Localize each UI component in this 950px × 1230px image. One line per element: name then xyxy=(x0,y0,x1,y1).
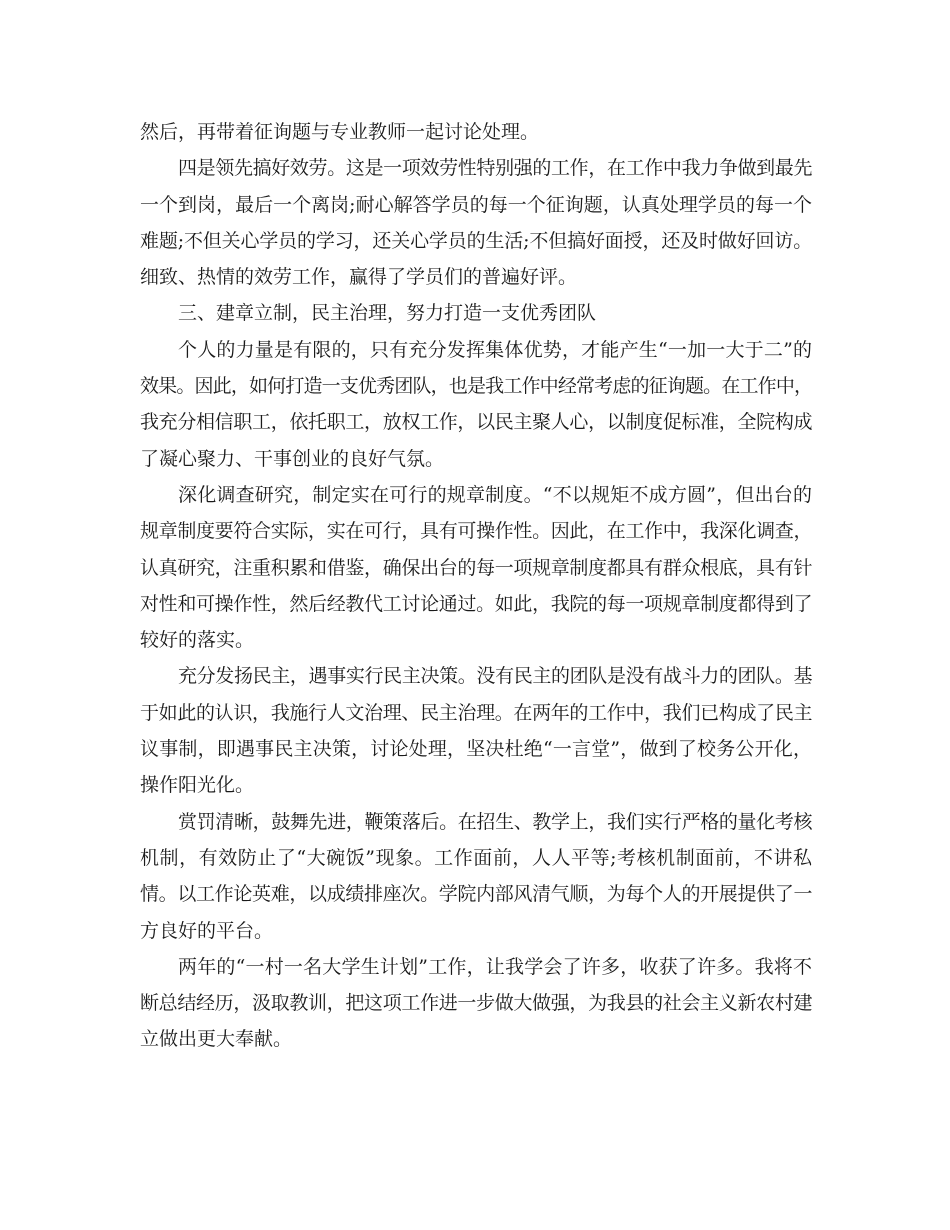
text-line: 四是领先搞好效劳。这是一项效劳性特别强的工作，在工作中我力争做到最先 xyxy=(178,157,812,180)
document-body xyxy=(140,114,812,1058)
text-line: 较好的落实。 xyxy=(140,629,255,652)
text-line: 赏罚清晰，鼓舞先进，鞭策落后。在招生、教学上，我们实行严格的量化考核 xyxy=(178,810,812,833)
text-line: 细致、热情的效劳工作，赢得了学员们的普遍好评。 xyxy=(140,266,578,289)
text-line: 一个到岗，最后一个离岗;耐心解答学员的每一个征询题，认真处理学员的每一个 xyxy=(140,193,812,216)
section-heading: 三、建章立制，民主治理，努力打造一支优秀团队 xyxy=(178,302,597,325)
text-line: 了凝心聚力、干事创业的良好气氛。 xyxy=(140,447,445,470)
text-line: 效果。因此，如何打造一支优秀团队，也是我工作中经常考虑的征询题。在工作中， xyxy=(140,375,812,398)
text-line: 机制，有效防止了“大碗饭”现象。工作面前，人人平等;考核机制面前，不讲私 xyxy=(140,846,812,869)
text-line: 个人的力量是有限的，只有充分发挥集体优势，才能产生“一加一大于二”的 xyxy=(178,338,812,361)
text-line: 于如此的认识，我施行人文治理、民主治理。在两年的工作中，我们已构成了民主 xyxy=(140,701,812,724)
text-line: 充分发扬民主，遇事实行民主决策。没有民主的团队是没有战斗力的团队。基 xyxy=(178,665,812,688)
text-line: 我充分相信职工，依托职工，放权工作，以民主聚人心，以制度促标准，全院构成 xyxy=(140,411,812,434)
text-line: 立做出更大奉献。 xyxy=(140,1028,293,1051)
text-line: 断总结经历，汲取教训，把这项工作进一步做大做强，为我县的社会主义新农村建 xyxy=(140,992,812,1015)
text-line: 操作阳光化。 xyxy=(140,774,255,797)
text-line: 对性和可操作性，然后经教代工讨论通过。如此，我院的每一项规章制度都得到了 xyxy=(140,592,812,615)
text-line: 两年的“一村一名大学生计划”工作，让我学会了许多，收获了许多。我将不 xyxy=(178,955,812,978)
text-line: 规章制度要符合实际，实在可行，具有可操作性。因此，在工作中，我深化调查， xyxy=(140,520,812,543)
text-line: 情。以工作论英难，以成绩排座次。学院内部风清气顺，为每个人的开展提供了一 xyxy=(140,883,812,906)
text-line: 方良好的平台。 xyxy=(140,919,274,942)
text-line: 难题;不但关心学员的学习，还关心学员的生活;不但搞好面授，还及时做好回访。 xyxy=(140,229,812,252)
text-line: 然后，再带着征询题与专业教师一起讨论处理。 xyxy=(140,121,540,143)
text-line: 议事制，即遇事民主决策，讨论处理，坚决杜绝“一言堂”，做到了校务公开化， xyxy=(140,738,812,761)
text-line: 认真研究，注重积累和借鉴，确保出台的每一项规章制度都具有群众根底，具有针 xyxy=(140,556,812,579)
text-line: 深化调查研究，制定实在可行的规章制度。“不以规矩不成方圆”，但出台的 xyxy=(178,483,812,506)
